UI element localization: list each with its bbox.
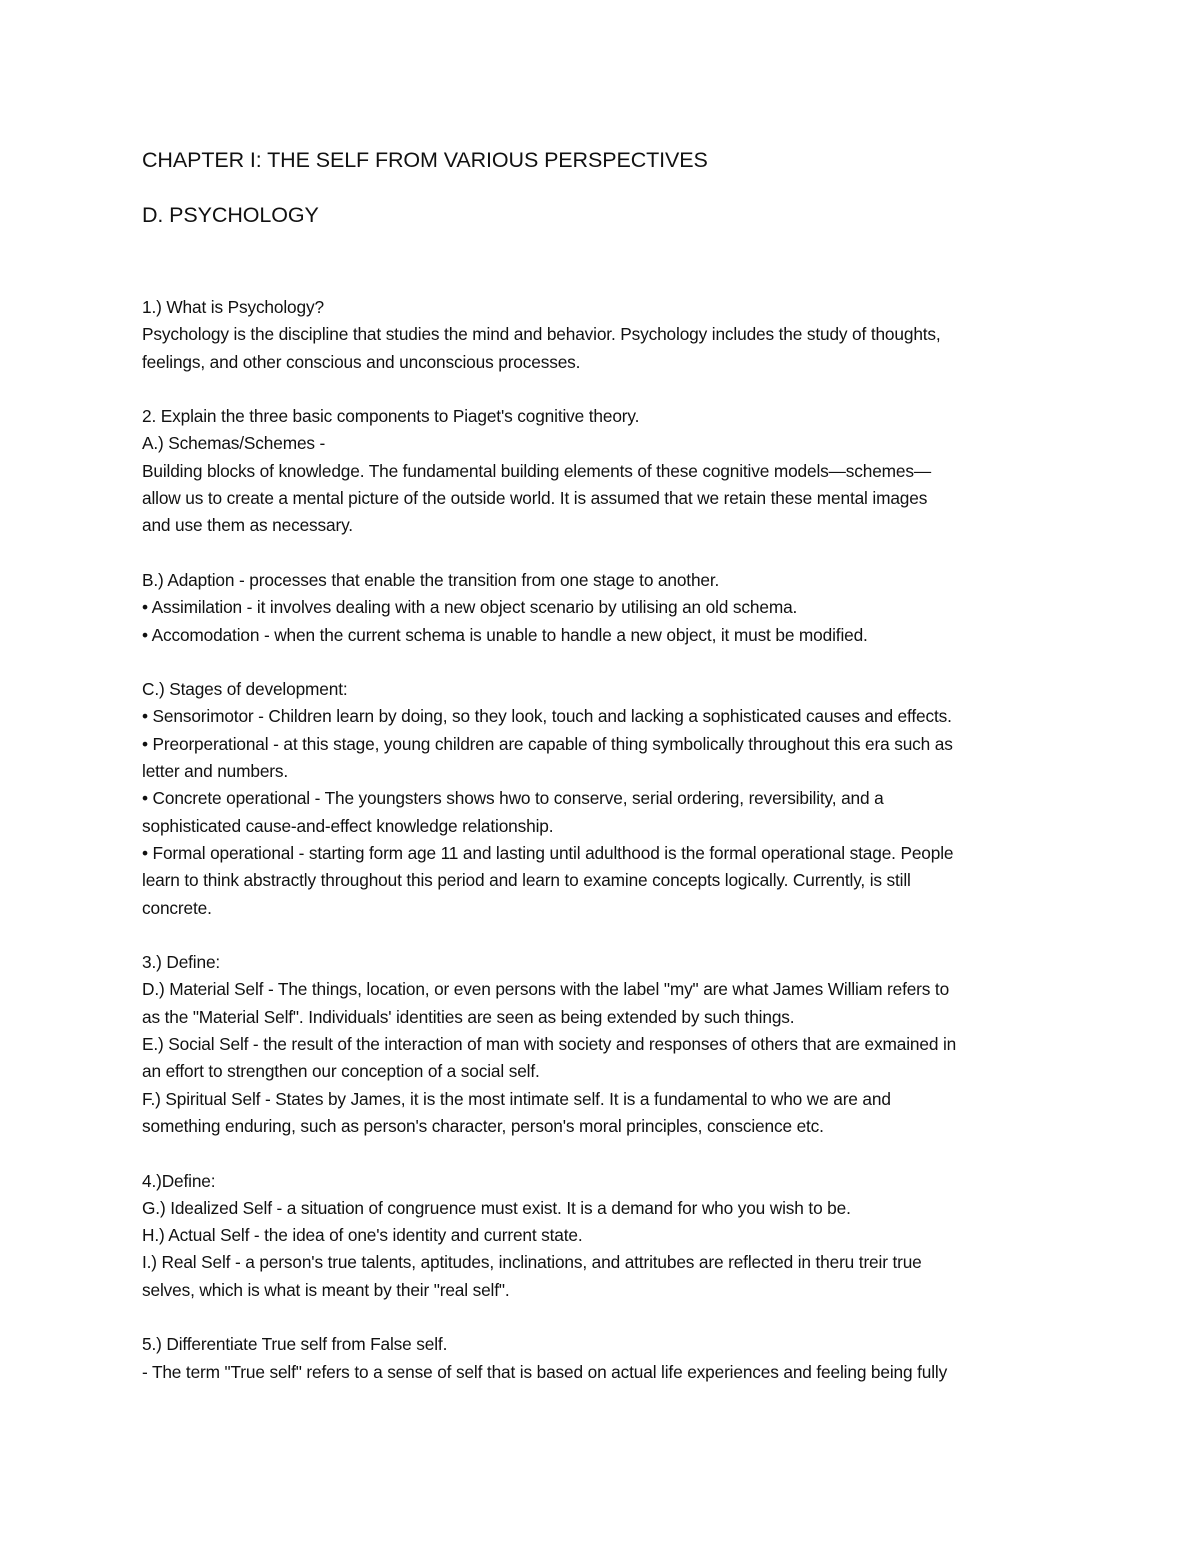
q4-i-line: I.) Real Self - a person's true talents, aptitudes, inclinations, and attritubes are reflected in theru treir true	[142, 1252, 922, 1273]
q2-c-bullet-cont: letter and numbers.	[142, 761, 289, 782]
q5-line: - The term "True self" refers to a sense of self that is based on actual life experiences and feeling being fully	[142, 1361, 948, 1382]
q2-a-line: Building blocks of knowledge. The fundamental building elements of these cognitive models—schemes—	[142, 460, 932, 481]
q2-c-bullet-cont: sophisticated cause-and-effect knowledge relationship.	[142, 815, 554, 836]
q3-d-line: as the "Material Self". Individuals' identities are seen as being extended by such things.	[142, 1006, 795, 1027]
q4-h-line: H.) Actual Self - the idea of one's identity and current state.	[142, 1225, 583, 1246]
q2-a-line: allow us to create a mental picture of the outside world. It is assumed that we retain these mental images	[142, 488, 928, 509]
q2-a-line: and use them as necessary.	[142, 515, 353, 536]
q2-c-bullet: • Sensorimotor - Children learn by doing, so they look, touch and lacking a sophisticated causes and effects.	[142, 706, 952, 727]
q2-c-bullet: • Preorperational - at this stage, young children are capable of thing symbolically throughout this era such as	[142, 733, 953, 754]
q2-b-bullet: • Assimilation - it involves dealing with a new object scenario by utilising an old schema.	[142, 597, 798, 618]
q2-b-bullet: • Accomodation - when the current schema is unable to handle a new object, it must be modified.	[142, 624, 868, 645]
q2-a-title: A.) Schemas/Schemes -	[142, 433, 326, 454]
q2-c-title: C.) Stages of development:	[142, 679, 348, 700]
paragraph-gap	[142, 540, 1072, 567]
q3-f-line: something enduring, such as person's character, person's moral principles, conscience etc.	[142, 1115, 824, 1136]
q2-c-bullet-cont: concrete.	[142, 897, 212, 918]
q3-e-line: an effort to strengthen our conception of a social self.	[142, 1061, 540, 1082]
q4-g-line: G.) Idealized Self - a situation of congruence must exist. It is a demand for who you wish to be.	[142, 1197, 851, 1218]
q2-question: 2. Explain the three basic components to Piaget's cognitive theory.	[142, 406, 640, 427]
q2-b-title: B.) Adaption - processes that enable the transition from one stage to another.	[142, 569, 720, 590]
paragraph-gap	[142, 1140, 1072, 1167]
q1-answer-line: Psychology is the discipline that studies the mind and behavior. Psychology includes the study of thoughts,	[142, 324, 941, 345]
q1-answer-line: feelings, and other conscious and unconscious processes.	[142, 351, 581, 372]
q4-i-line: selves, which is what is meant by their "real self".	[142, 1279, 510, 1300]
q3-f-line: F.) Spiritual Self - States by James, it is the most intimate self. It is a fundamental to who we are and	[142, 1088, 891, 1109]
paragraph-gap	[142, 922, 1072, 949]
q3-e-line: E.) Social Self - the result of the interaction of man with society and responses of others that are exmained in	[142, 1034, 957, 1055]
paragraph-gap	[142, 376, 1072, 403]
q3-question: 3.) Define:	[142, 952, 221, 973]
paragraph-gap	[142, 1304, 1072, 1331]
paragraph-gap	[142, 649, 1072, 676]
q5-question: 5.) Differentiate True self from False self.	[142, 1334, 448, 1355]
q2-c-bullet-cont: learn to think abstractly throughout this period and learn to examine concepts logically. Currently, is still	[142, 870, 911, 891]
q2-c-bullet: • Formal operational - starting form age 11 and lasting until adulthood is the formal operational stage. People	[142, 842, 954, 863]
document-body	[142, 145, 1072, 1386]
q2-c-bullet: • Concrete operational - The youngsters shows hwo to conserve, serial ordering, reversibility, and a	[142, 788, 884, 809]
q3-d-line: D.) Material Self - The things, location, or even persons with the label "my" are what James William refers to	[142, 979, 950, 1000]
q1-question: 1.) What is Psychology?	[142, 297, 324, 317]
section-title: D. PSYCHOLOGY	[142, 203, 319, 227]
q4-question: 4.)Define:	[142, 1170, 216, 1191]
chapter-title: CHAPTER I: THE SELF FROM VARIOUS PERSPECTIVES	[142, 148, 708, 172]
